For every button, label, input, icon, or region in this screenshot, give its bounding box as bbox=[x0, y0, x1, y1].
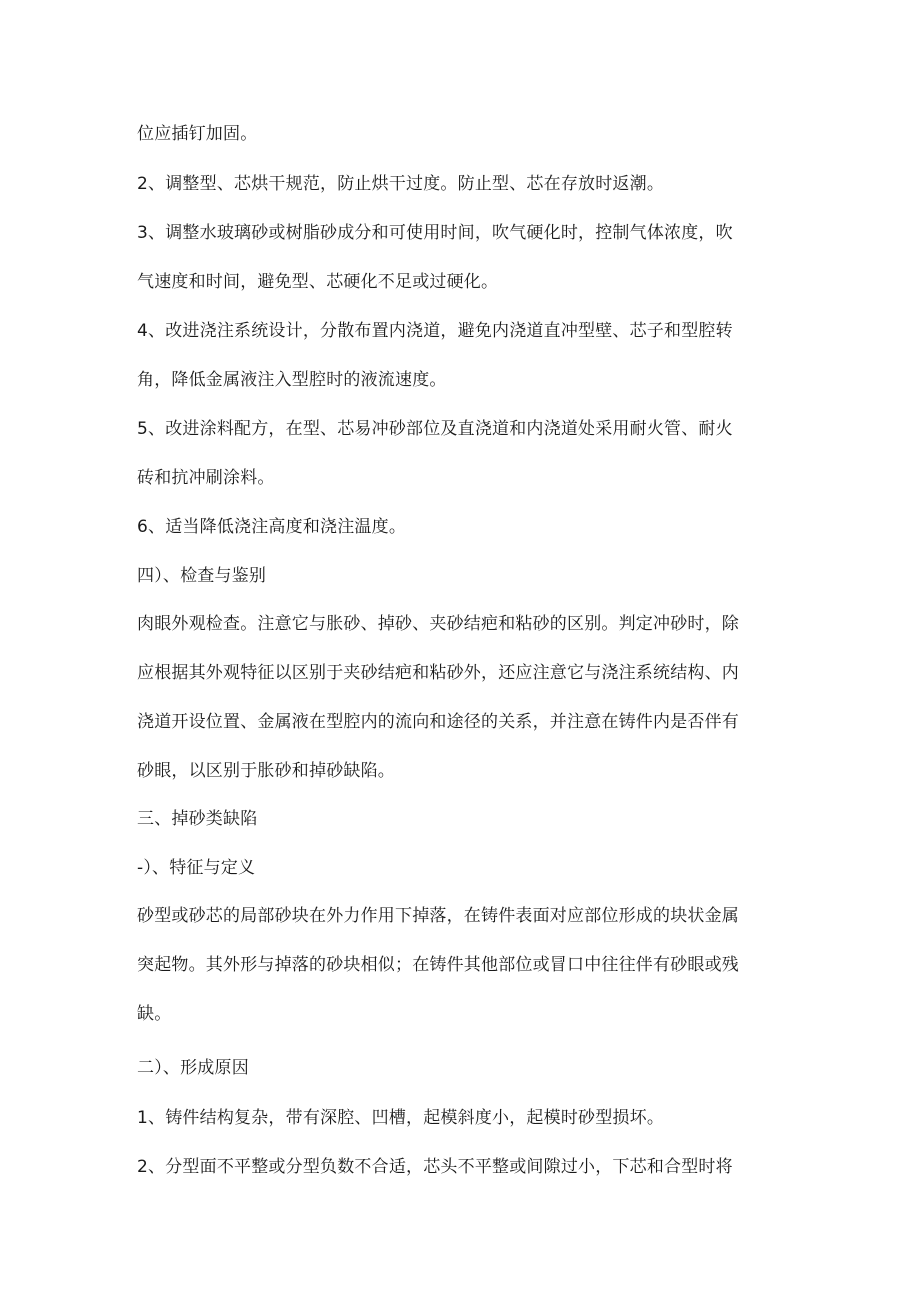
text-line: 6、适当降低浇注高度和浇注温度。 bbox=[137, 517, 407, 537]
text-line: 突起物。其外形与掉落的砂块相似；在铸件其他部位或冒口中往往伴有砂眼或残 bbox=[137, 955, 739, 975]
section-heading: 二）、形成原因 bbox=[137, 1058, 249, 1078]
text-line: 1、铸件结构复杂，带有深腔、凹槽，起模斜度小，起模时砂型损坏。 bbox=[137, 1108, 665, 1128]
text-line: 砂眼，以区别于胀砂和掉砂缺陷。 bbox=[137, 761, 395, 781]
text-line: 5、改进涂料配方，在型、芯易冲砂部位及直浇道和内浇道处采用耐火管、耐火 bbox=[137, 419, 733, 439]
text-line: 应根据其外观特征以区别于夹砂结疤和粘砂外，还应注意它与浇注系统结构、内 bbox=[137, 663, 739, 683]
text-line: 浇道开设位置、金属液在型腔内的流向和途径的关系，并注意在铸件内是否伴有 bbox=[137, 712, 739, 732]
text-line: 4、改进浇注系统设计，分散布置内浇道，避免内浇道直冲型壁、芯子和型腔转 bbox=[137, 321, 733, 341]
text-line: 3、调整水玻璃砂或树脂砂成分和可使用时间，吹气硬化时，控制气体浓度，吹 bbox=[137, 223, 733, 243]
text-line: 角，降低金属液注入型腔时的液流速度。 bbox=[137, 370, 447, 390]
text-line: 缺。 bbox=[137, 1004, 172, 1024]
text-line: 砖和抗冲刷涂料。 bbox=[137, 468, 275, 488]
text-line: 砂型或砂芯的局部砂块在外力作用下掉落，在铸件表面对应部位形成的块状金属 bbox=[137, 906, 739, 926]
text-line: 肉眼外观检查。注意它与胀砂、掉砂、夹砂结疤和粘砂的区别。判定冲砂时，除 bbox=[137, 614, 739, 634]
text-line: 气速度和时间，避免型、芯硬化不足或过硬化。 bbox=[137, 272, 499, 292]
text-line: 2、调整型、芯烘干规范，防止烘干过度。防止型、芯在存放时返潮。 bbox=[137, 174, 665, 194]
text-line: 位应插钉加固。 bbox=[137, 124, 258, 144]
text-line: 2、分型面不平整或分型负数不合适，芯头不平整或间隙过小，下芯和合型时将 bbox=[137, 1157, 733, 1177]
section-heading: 四）、检查与鉴别 bbox=[137, 566, 267, 586]
section-heading: -）、特征与定义 bbox=[137, 858, 256, 878]
section-heading: 三、掉砂类缺陷 bbox=[137, 809, 258, 829]
